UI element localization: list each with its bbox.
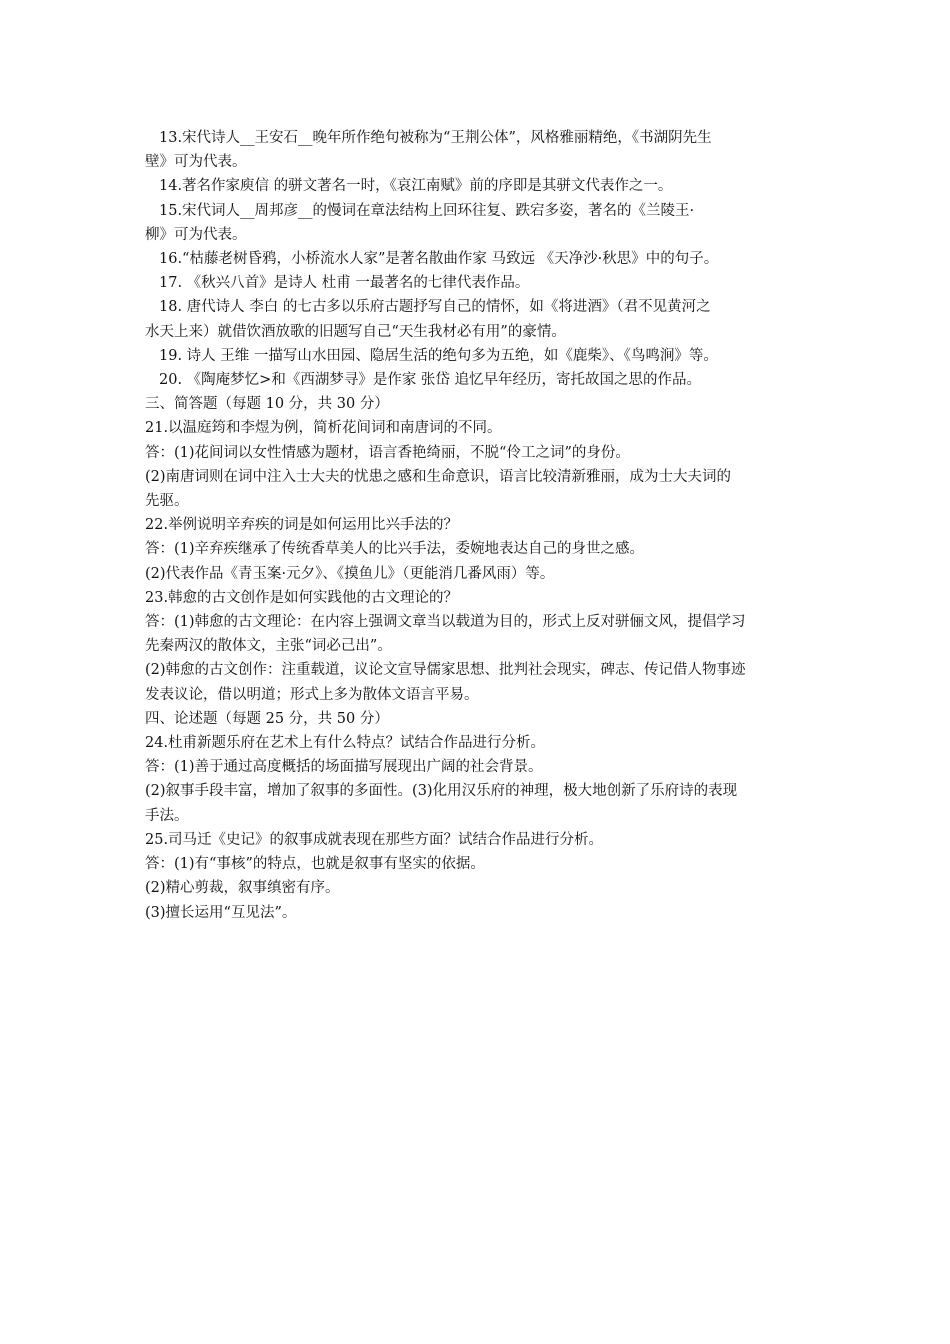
q13-line-1: 13.宋代诗人__王安石__晚年所作绝句被称为“王荆公体”，风格雅丽精绝，《书湖阴先生 [159, 130, 712, 146]
q19-line-1: 19. 诗人 王维 一描写山水田园、隐居生活的绝句多为五绝，如《鹿柴》、《鸟鸣涧》等。 [159, 347, 718, 364]
text-line: 23.韩愈的古文创作是如何实践他的古文理论的？ [145, 589, 459, 606]
q13-line-2: 壁》可为代表。 [145, 154, 247, 171]
text-line: 发表议论，借以明道；形式上多为散体文语言平易。 [145, 686, 479, 703]
text-line: 答：(1)辛弃疾继承了传统香草美人的比兴手法，委婉地表达自己的身世之感。 [145, 541, 645, 558]
q18-line-2: 水天上来）就借饮酒放歌的旧题写自己“天生我材必有用”的豪情。 [145, 323, 566, 340]
text-line: (2)代表作品《青玉案·元夕》、《摸鱼儿》（更能消几番风雨）等。 [145, 565, 555, 582]
short-answer-section [145, 392, 810, 707]
q15-line-2: 柳》可为代表。 [145, 226, 247, 243]
text-line: 21.以温庭筠和李煜为例，简析花间词和南唐词的不同。 [145, 420, 502, 437]
text-line: (2)南唐词则在词中注入士大夫的忧患之感和生命意识，语言比较清新雅丽，成为士大夫词的 [145, 468, 732, 485]
text-line: (2)叙事手段丰富，增加了叙事的多面性。(3)化用汉乐府的神理，极大地创新了乐府诗的表现 [145, 783, 738, 800]
text-line: 答：(1)韩愈的古文理论：在内容上强调文章当以载道为目的，形式上反对骈俪文风，提倡学习 [145, 614, 746, 631]
q14-line-1: 14.著名作家庾信 的骈文著名一时，《哀江南赋》前的序即是其骈文代表作之一。 [159, 178, 673, 195]
document-page [145, 126, 810, 925]
section4-heading: 四、论述题（每题 25 分，共 50 分） [145, 710, 389, 727]
text-line: 22.举例说明辛弃疾的词是如何运用比兴手法的？ [145, 517, 459, 534]
fill-in-section [145, 126, 810, 392]
text-line: 答：(1)有“事核”的特点，也就是叙事有坚实的依据。 [145, 856, 485, 873]
q20-line-1: 20. 《陶庵梦忆>和《西湖梦寻》是作家 张岱 追忆早年经历，寄托故国之思的作品。 [159, 372, 702, 389]
text-line: 先驱。 [145, 493, 189, 510]
essay-section [145, 707, 810, 925]
q17-line-1: 17. 《秋兴八首》是诗人 杜甫 一最著名的七律代表作品。 [159, 275, 530, 292]
text-line: 手法。 [145, 807, 189, 824]
text-line: 24.杜甫新题乐府在艺术上有什么特点？试结合作品进行分析。 [145, 735, 546, 752]
text-line: (3)擅长运用“互见法”。 [145, 904, 297, 921]
text-line: 答：(1)善于通过高度概括的场面描写展现出广阔的社会背景。 [145, 759, 543, 776]
q18-line-1: 18. 唐代诗人 李白 的七古多以乐府古题抒写自己的情怀，如《将进酒》（君不见黄河之 [159, 299, 711, 316]
text-line: (2)韩愈的古文创作：注重载道，议论文宣导儒家思想、批判社会现实，碑志、传记借人物事迹 [145, 662, 746, 679]
text-line: 先秦两汉的散体文，主张“词必己出”。 [145, 638, 392, 655]
q15-line-1: 15.宋代词人__周邦彦__的慢词在章法结构上回环往复、跌宕多姿，著名的《兰陵王· [159, 202, 695, 219]
text-line: 25.司马迁《史记》的叙事成就表现在那些方面？试结合作品进行分析。 [145, 831, 604, 848]
text-line: (2)精心剪裁，叙事缜密有序。 [145, 880, 340, 897]
q16-line-1: 16.“枯藤老树昏鸦，小桥流水人家”是著名散曲作家 马致远 《天净沙·秋思》中的句子。 [159, 251, 719, 268]
text-line: 答：(1)花间词以女性情感为题材，语言香艳绮丽，不脱“伶工之词”的身份。 [145, 444, 630, 461]
section3-heading: 三、简答题（每题 10 分，共 30 分） [145, 396, 389, 413]
